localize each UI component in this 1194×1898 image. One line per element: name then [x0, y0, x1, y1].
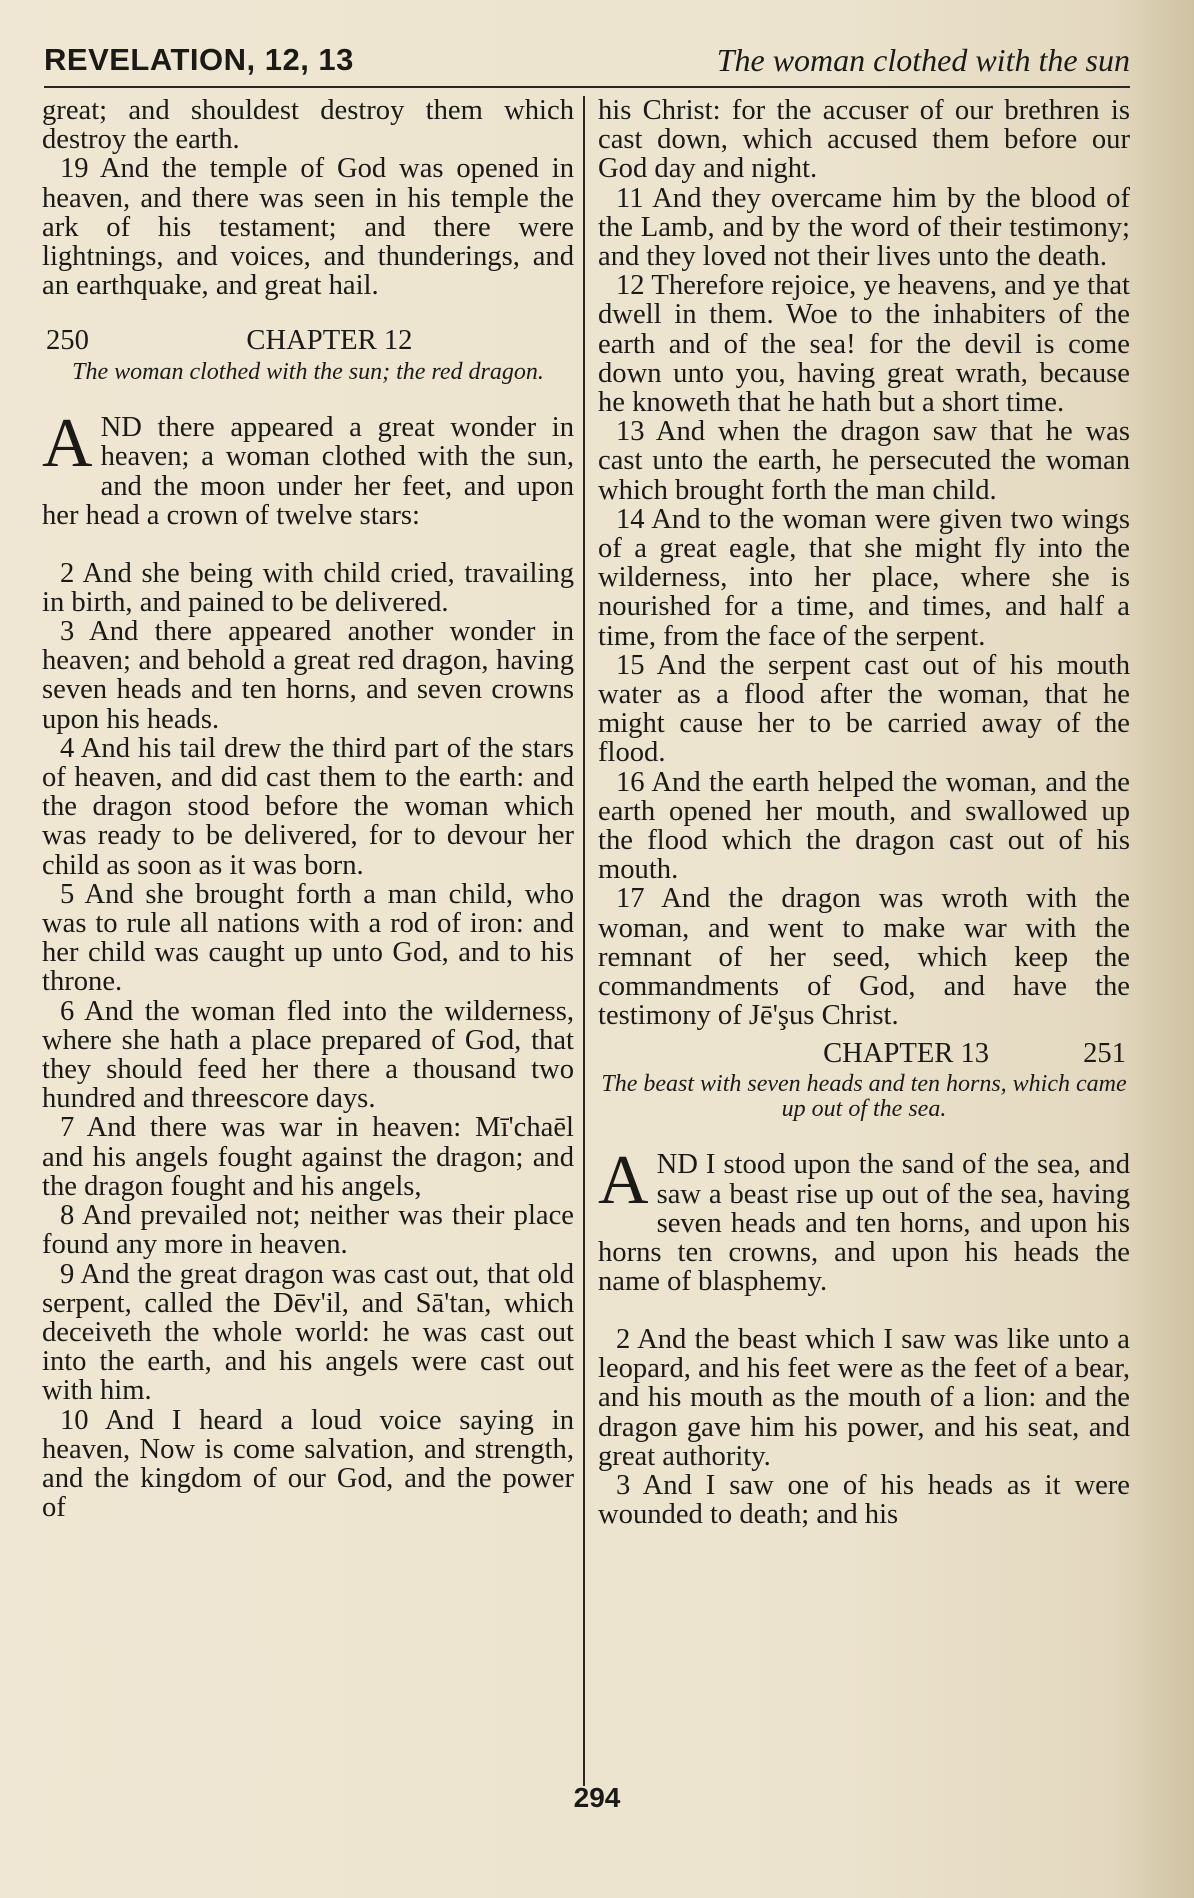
verse: 5 And she brought forth a man child, who was to rule all nations with a rod of iron: and her child was caught up unto God, and to his throne.: [42, 878, 574, 998]
verse: 9 And the great dragon was cast out, that old serpent, called the Dēv'il, and Sā'tan, which deceiveth the whole world: he was cast out into the earth, and his angels were cast out with him.: [42, 1258, 574, 1407]
drop-cap: A: [598, 1142, 649, 1220]
chapter-summary: The beast with seven heads and ten horns, which came up out of the sea.: [601, 1070, 1127, 1122]
verse-text: I stood upon the sand of the sea, and saw a beast rise up out of the sea, having seven heads and ten horns, and upon his horns ten crowns, and upon his heads the name of blasphemy.: [598, 1149, 1130, 1298]
drop-cap-rest: ND: [100, 412, 142, 444]
section-number: 250: [46, 325, 89, 357]
running-header: [44, 40, 1130, 88]
chapter-13-heading: [598, 1039, 1130, 1068]
chapter-title: CHAPTER 12: [246, 325, 413, 357]
verse: 6 And the woman fled into the wilderness, where she hath a place prepared of God, that they should feed her there a thousand two hundred and threescore days.: [42, 995, 574, 1115]
chapter-summary: The woman clothed with the sun; the red dragon.: [72, 358, 544, 385]
verse-12-1: [42, 405, 574, 531]
verse: 12 Therefore rejoice, ye heavens, and ye that dwell in them. Woe to the inhabiters of the earth and of the sea! for the devil is come down unto you, having great wrath, because he knoweth that he hath but a short time.: [598, 270, 1130, 419]
verse: 2 And the beast which I saw was like unto a leopard, and his feet were as the feet of a bear, and his mouth as the mouth of a lion: and the dragon gave him his power, and his seat, and great authority.: [598, 1323, 1130, 1472]
chapter-12-heading: [42, 326, 574, 355]
column-divider: [583, 96, 585, 1786]
book-reference: REVELATION, 12, 13: [44, 42, 354, 77]
drop-cap-rest: ND: [656, 1149, 698, 1181]
verse: 14 And to the woman were given two wings of a great eagle, that she might fly into the wilderness, into her place, where she is nourished for a time, and times, and half a time, from the face of the serpent.: [598, 503, 1130, 652]
right-column: [598, 96, 1130, 1786]
continued-text: his Christ: for the accuser of our brethren is cast down, which accused them before our God day and night.: [598, 96, 1130, 185]
verse: 16 And the earth helped the woman, and the earth opened her mouth, and swallowed up the flood which the dragon cast out of his mouth.: [598, 766, 1130, 886]
left-column: [42, 96, 574, 1786]
verse: 13 And when the dragon saw that he was cast unto the earth, he persecuted the woman which brought forth the man child.: [598, 416, 1130, 506]
verse: 8 And prevailed not; neither was their place found any more in heaven.: [42, 1200, 574, 1261]
continued-text: great; and shouldest destroy them which destroy the earth.: [42, 96, 574, 156]
verse: 2 And she being with child cried, travailing in birth, and pained to be delivered.: [42, 557, 574, 618]
drop-cap: A: [42, 405, 93, 483]
verse: 17 And the dragon was wroth with the woman, and went to make war with the remnant of her seed, which keep the commandments of God, and have the testimony of Jē'şus Christ.: [598, 883, 1130, 1032]
verse: 4 And his tail drew the third part of the stars of heaven, and did cast them to the earth: and the dragon stood before the woman which was ready to be delivered, for to devour her child as soon as it was born.: [42, 732, 574, 881]
verse: 15 And the serpent cast out of his mouth water as a flood after the woman, that he might cause her to be carried away of the flood.: [598, 649, 1130, 769]
verse: 3 And I saw one of his heads as it were wounded to death; and his: [598, 1469, 1130, 1531]
running-title: The woman clothed with the sun: [716, 42, 1130, 78]
verse: 11 And they overcame him by the blood of the Lamb, and by the word of their testimony; and they loved not their lives unto the death.: [598, 182, 1130, 273]
page-number: 294: [573, 1782, 621, 1813]
section-number: 251: [1083, 1037, 1126, 1069]
verse: 7 And there was war in heaven: Mī'chaēl and his angels fought against the dragon; and the dragon fought and his angels,: [42, 1112, 574, 1202]
verse-13-1: [598, 1142, 1130, 1298]
verse: 3 And there appeared another wonder in heaven; and behold a great red dragon, having seven heads and ten horns, and seven crowns upon his heads.: [42, 616, 574, 735]
verse-11-19: 19 And the temple of God was opened in heaven, and there was seen in his temple the ark of his testament; and there were lightnings, and voices, and thunderings, and an earthquake, and great hail.: [42, 153, 574, 302]
verse-text: there appeared a great wonder in heaven; a woman clothed with the sun, and the moon under her feet, and upon her head a crown of twelve stars:: [42, 412, 574, 531]
chapter-title: CHAPTER 13: [823, 1037, 990, 1069]
verse: 10 And I heard a loud voice saying in heaven, Now is come salvation, and strength, and the kingdom of our God, and the power of: [42, 1404, 574, 1524]
